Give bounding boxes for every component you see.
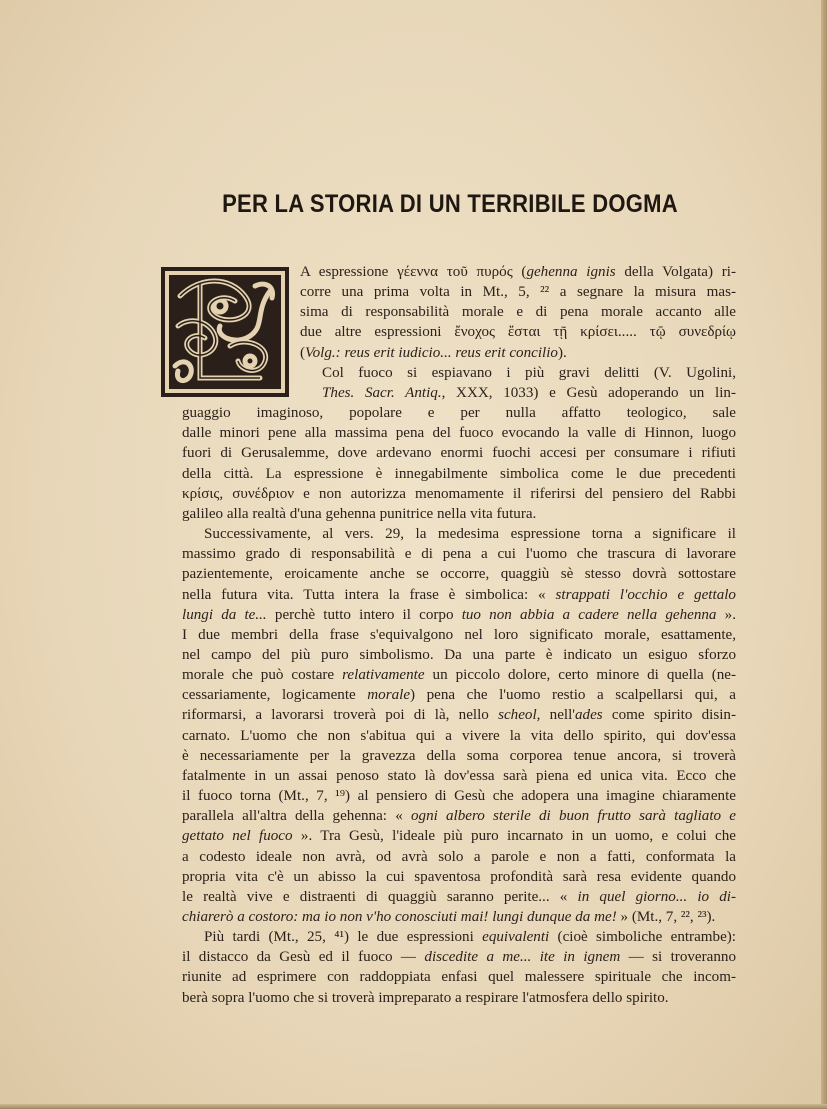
text-line: guaggio imaginoso, popolare e per nulla affatto teologico, sale [182,405,736,422]
text-line: della città. La espressione è innegabilmente simbolica come le due precedenti [182,465,736,482]
text-line: (Volg.: reus erit iudicio... reus erit concilio). [300,344,567,361]
text-line: il fuoco torna (Mt., 7, ¹⁹) al pensiero di Gesù che adopera una imagine chiaramente [182,788,736,805]
article-title: PER LA STORIA DI UN TERRIBILE DOGMA [222,190,678,218]
text-line: corre una prima volta in Mt., 5, ²² a segnare la misura mas- [300,284,736,301]
paragraph-3 [160,524,736,927]
text-line: nella futura vita. Tutta intera la frase è simbolica: « strappati l'occhio e gettalo [182,586,736,603]
text-line: pazientemente, eroicamente anche se occorre, quaggiù sè stesso dovrà sottostare [182,566,736,583]
text-line: Col fuoco si espiavano i più gravi delitti (V. Ugolini, [322,364,736,381]
text-line: gettato nel fuoco ». Tra Gesù, l'ideale più puro incarnato in un uomo, e colui che [182,828,736,845]
text-line: il distacco da Gesù ed il fuoco — discedite a me... ite in ignem — si troveranno [182,949,736,966]
page-edge-right [821,0,827,1109]
text-line: riformarsi, a lavorarsi troverà poi di là, nello scheol, nell'ades come spirito disin- [182,707,736,724]
text-line: A espressione γέεννα τοῦ πυρός (gehenna ignis della Volgata) ri- [300,264,736,280]
text-line: berà sopra l'uomo che si troverà impreparato a respirare l'atmosfera dello spirito. [182,989,669,1006]
text-line: riunite ad esprimere con raddoppiata enfasi quel malessere spirituale che incom- [182,969,736,986]
text-line: chiarerò a costoro: ma io non v'ho conosciuti mai! lungi dunque da me! » (Mt., 7, ²², ²³). [182,909,716,925]
text-line: I due membri della frase s'equivalgono nel loro significato morale, esattamente, [182,626,736,643]
text-line: fatalmente in un assai penoso stato là dov'essa sarà piena ed unica vita. Ecco che [182,767,736,784]
text-line: cessariamente, logicamente morale) pena che l'uomo restio a scalpellarsi qui, a [182,687,736,704]
text-line: a codesto ideale non avrà, od avrà solo a parole e non a fatti, conformata la [182,848,736,865]
text-line: Thes. Sacr. Antiq., XXX, 1033) e Gesù adoperando un lin- [322,384,736,401]
text-line: le realtà vive e distraenti di quaggiù saranno perite... « in quel giorno... io di- [182,888,736,905]
text-line: è necessariamente per la gravezza della soma corporea tenue ancora, si troverà [182,747,736,764]
page-edge-bottom [0,1104,827,1109]
text-line: κρίσις, συνέδριον e non autorizza menomamente il riferirsi del pensiero del Rabbi [182,485,736,502]
text-line: Successivamente, al vers. 29, la medesima espressione torna a significare il [204,526,736,543]
text-line: dalle minori pene alla massima pena del fuoco evocando la valle di Hinnon, luogo [182,425,736,442]
text-line: fuori di Gerusalemme, dove ardevano enormi fuochi accesi per consumare i rifiuti [182,445,736,462]
text-line: parallela all'altra della gehenna: « ogni albero sterile di buon frutto sarà tagliato e [182,808,737,825]
text-line: galileo alla realtà d'una gehenna punitrice nella vita futura. [182,505,537,522]
article-body [160,262,736,1008]
ornamental-drop-cap [160,266,290,398]
text-line: carnato. L'uomo che non s'abitua qui a vivere la vita dello spirito, qui dov'essa [182,727,736,744]
text-line: massimo grado di responsabilità e di pena a cui l'uomo che trascura di lavorare [182,546,736,563]
text-line: Più tardi (Mt., 25, ⁴¹) le due espressioni equivalenti (cioè simboliche entrambe): [204,929,736,946]
text-line: propria vita c'è un abisso la cui spaventosa profondità sarà resa evidente quando [182,868,736,885]
text-line: lungi da te... perchè tutto intero il corpo tuo non abbia a cadere nella gehenna ». [182,606,736,623]
text-line: sima di responsabilità morale e di pena morale accanto alle [300,304,736,321]
text-line: due altre espressioni ἔνοχος ἔσται τῇ κρίσει..... τῷ συνεδρίῳ [300,324,736,341]
knotwork-drop-cap-image [160,266,290,398]
text-line: nel campo del più puro simbolismo. Da una parte è indicato un esiguo sforzo [182,646,736,663]
paragraph-4 [160,927,736,1008]
text-line: morale che può costare relativamente un piccolo dolore, certo minore di quella (ne- [182,667,736,684]
